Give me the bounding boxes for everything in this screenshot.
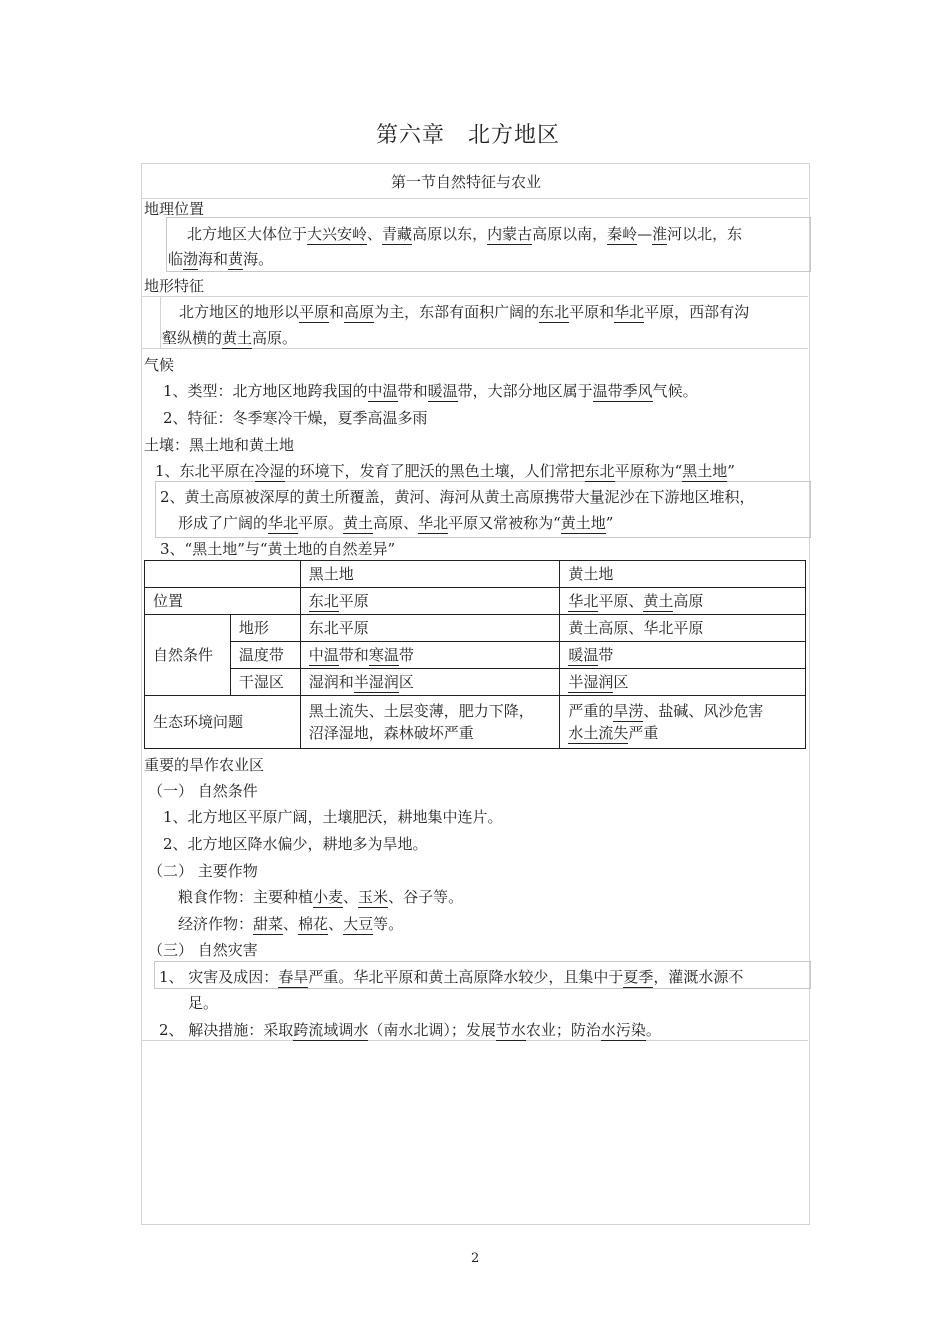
table-row [145, 588, 806, 615]
agri-heading: 重要的旱作农业区 [144, 756, 265, 774]
climate-item-1: 1、类型：北方地区地跨我国的中温带和暖温带，大部分地区属于温带季风气候。 [163, 382, 698, 400]
table-cell: 严重的旱涝、盐碱、风沙危害 水土流失严重 [560, 696, 806, 749]
divider [160, 296, 161, 348]
divider [141, 198, 808, 199]
table-cell: 湿润和半湿润区 [300, 669, 560, 696]
agri-sub-3: （三） 自然灾害 [148, 941, 258, 959]
terrain-line-1: 北方地区的地形以平原和高原为主，东部有面积广阔的东北平原和华北平原，西部有沟 [179, 303, 750, 321]
table-cell: 东北平原 [300, 588, 560, 615]
table-row [145, 642, 806, 669]
terrain-line-2: 壑纵横的黄土高原。 [162, 329, 298, 347]
table-cell: 华北平原、黄土高原 [560, 588, 806, 615]
disaster-measures: 2、 解决措施：采取跨流域调水（南水北调）；发展节水农业；防治水污染。 [159, 1021, 661, 1039]
agri-sub-1: （一） 自然条件 [148, 782, 258, 800]
table-header-black: 黑土地 [300, 561, 560, 588]
row-label-eco: 生态环境问题 [145, 696, 301, 749]
section-title: 第一节自然特征与农业 [391, 173, 542, 191]
disaster-line-2: 足。 [188, 994, 219, 1012]
row-label-temp: 温度带 [230, 642, 300, 669]
table-cell [145, 561, 301, 588]
table-row [145, 696, 806, 749]
agri-sub-1-item-1: 1、北方地区平原广阔，土壤肥沃，耕地集中连片。 [163, 808, 503, 826]
divider [141, 296, 808, 297]
cash-crops: 经济作物：甜菜、棉花、大豆等。 [178, 915, 404, 933]
comparison-table [144, 560, 806, 749]
row-label-humidity: 干湿区 [230, 669, 300, 696]
divider [141, 1040, 808, 1041]
page-number: 2 [471, 1251, 480, 1266]
disaster-line-1: 1、 灾害及成因：春旱严重。华北平原和黄土高原降水较少，且集中于夏季，灌溉水源不 [159, 968, 744, 986]
table-header-row [145, 561, 806, 588]
table-cell: 暖温带 [560, 642, 806, 669]
table-cell: 中温带和寒温带 [300, 642, 560, 669]
row-label-natural: 自然条件 [145, 615, 231, 696]
geo-line-1: 北方地区大体位于大兴安岭、青藏高原以东，内蒙古高原以南，秦岭—淮河以北，东 [187, 225, 743, 243]
table-cell: 黄土高原、华北平原 [560, 615, 806, 642]
row-label-terrain: 地形 [230, 615, 300, 642]
soil-item-2-line-2: 形成了广阔的华北平原。黄土高原、华北平原又常被称为“黄土地” [178, 514, 614, 532]
grain-crops: 粮食作物：主要种植小麦、玉米、谷子等。 [178, 888, 464, 906]
table-row [145, 615, 806, 642]
climate-heading: 气候 [144, 356, 175, 374]
soil-item-3: 3、“黑土地”与“黄土地的自然差异” [160, 540, 396, 558]
row-label-location: 位置 [145, 588, 301, 615]
climate-item-2: 2、特征：冬季寒冷干燥，夏季高温多雨 [163, 409, 428, 427]
terrain-heading: 地形特征 [144, 277, 205, 295]
geo-heading: 地理位置 [144, 200, 205, 218]
geo-line-2: 临渤海和黄海。 [168, 250, 274, 268]
table-header-yellow: 黄土地 [560, 561, 806, 588]
chapter-title: 第六章 北方地区 [376, 123, 561, 148]
table-cell: 黑土流失、土层变薄，肥力下降， 沼泽湿地，森林破坏严重 [300, 696, 560, 749]
agri-sub-1-item-2: 2、北方地区降水偏少，耕地多为旱地。 [163, 835, 428, 853]
table-row [145, 669, 806, 696]
table-cell: 东北平原 [300, 615, 560, 642]
table-cell: 半湿润区 [560, 669, 806, 696]
soil-heading: 土壤：黑土地和黄土地 [144, 436, 295, 454]
soil-item-2-line-1: 2、黄土高原被深厚的黄土所覆盖，黄河、海河从黄土高原携带大量泥沙在下游地区堆积， [160, 488, 755, 506]
soil-item-1: 1、东北平原在冷湿的环境下，发育了肥沃的黑色土壤，人们常把东北平原称为“黑土地” [155, 462, 735, 480]
agri-sub-2: （二） 主要作物 [148, 862, 258, 880]
